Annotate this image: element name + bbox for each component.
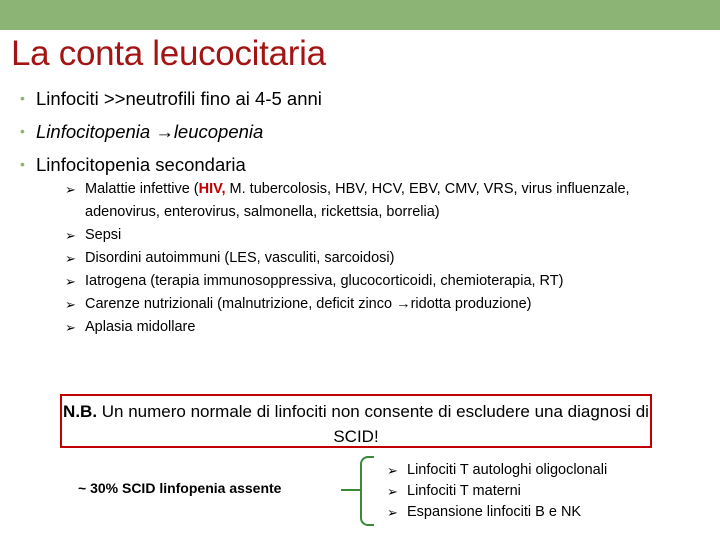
list-item <box>63 316 703 339</box>
arrow-bullet-icon: ➢ <box>65 228 76 243</box>
arrow-bullet-icon: ➢ <box>387 505 398 520</box>
list-item-text: Sepsi <box>85 227 122 243</box>
bullet-item <box>20 148 322 181</box>
scid-causes-list <box>385 460 607 523</box>
nb-text: Un numero normale di linfociti non consente di escludere una diagnosi di SCID! <box>97 402 649 446</box>
arrow-bullet-icon: ➢ <box>387 484 398 499</box>
nb-callout-box <box>60 394 652 448</box>
list-item <box>385 502 607 523</box>
bullet-text: Linfociti >>neutrofili fino ai 4-5 anni <box>36 88 322 109</box>
list-item-text: Linfociti T autologhi oligoclonali <box>407 462 608 478</box>
list-item <box>385 460 607 481</box>
list-item-text: Malattie infettive ( <box>85 181 199 197</box>
list-item-text: Disordini autoimmuni (LES, vasculiti, sarcoidosi) <box>85 250 395 266</box>
arrow-bullet-icon: ➢ <box>65 297 76 312</box>
bullet-text-after: leucopenia <box>173 121 264 142</box>
left-brace-icon <box>360 456 374 526</box>
header-bar <box>0 0 720 30</box>
list-item <box>63 224 703 247</box>
list-item <box>63 270 703 293</box>
bullet-dot-icon: • <box>20 123 25 139</box>
list-item-text: Aplasia midollare <box>85 319 196 335</box>
scid-note: ~ 30% SCID linfopenia assente <box>78 480 282 496</box>
list-item-text: Espansione linfociti B e NK <box>407 504 582 520</box>
list-item-text: Carenze nutrizionali (malnutrizione, deficit zinco <box>85 296 397 312</box>
list-item-text: Iatrogena (terapia immunosoppressiva, glucocorticoidi, chemioterapia, RT) <box>85 273 564 289</box>
bullet-dot-icon: • <box>20 156 25 172</box>
arrow-bullet-icon: ➢ <box>65 320 76 335</box>
bullet-item <box>20 82 322 115</box>
list-item-text: Linfociti T materni <box>407 483 521 499</box>
list-item <box>63 293 703 316</box>
arrow-bullet-icon: ➢ <box>65 182 76 197</box>
bullet-item <box>20 115 322 148</box>
main-bullet-list <box>20 82 322 181</box>
right-arrow-icon: → <box>396 296 411 312</box>
nb-label: N.B. <box>63 402 98 421</box>
right-arrow-icon: → <box>155 121 174 142</box>
connector-line <box>341 489 361 491</box>
bullet-text: Linfocitopenia secondaria <box>36 154 246 175</box>
list-item <box>63 178 703 224</box>
list-item-text: ridotta produzione) <box>410 296 532 312</box>
list-item-text: M. tubercolosis, HBV, HCV, EBV, CMV, VRS, virus influenzale, adenovirus, enterovirus, salmonella, rickettsia, borrelia) <box>85 181 630 220</box>
arrow-bullet-icon: ➢ <box>65 251 76 266</box>
secondary-causes-list <box>63 178 703 339</box>
slide-title: La conta leucocitaria <box>11 34 326 73</box>
list-item <box>385 481 607 502</box>
arrow-bullet-icon: ➢ <box>65 274 76 289</box>
hiv-highlight: HIV, <box>198 181 226 197</box>
list-item <box>63 247 703 270</box>
bullet-text-before: Linfocitopenia <box>36 121 156 142</box>
arrow-bullet-icon: ➢ <box>387 463 398 478</box>
bullet-dot-icon: • <box>20 90 25 106</box>
